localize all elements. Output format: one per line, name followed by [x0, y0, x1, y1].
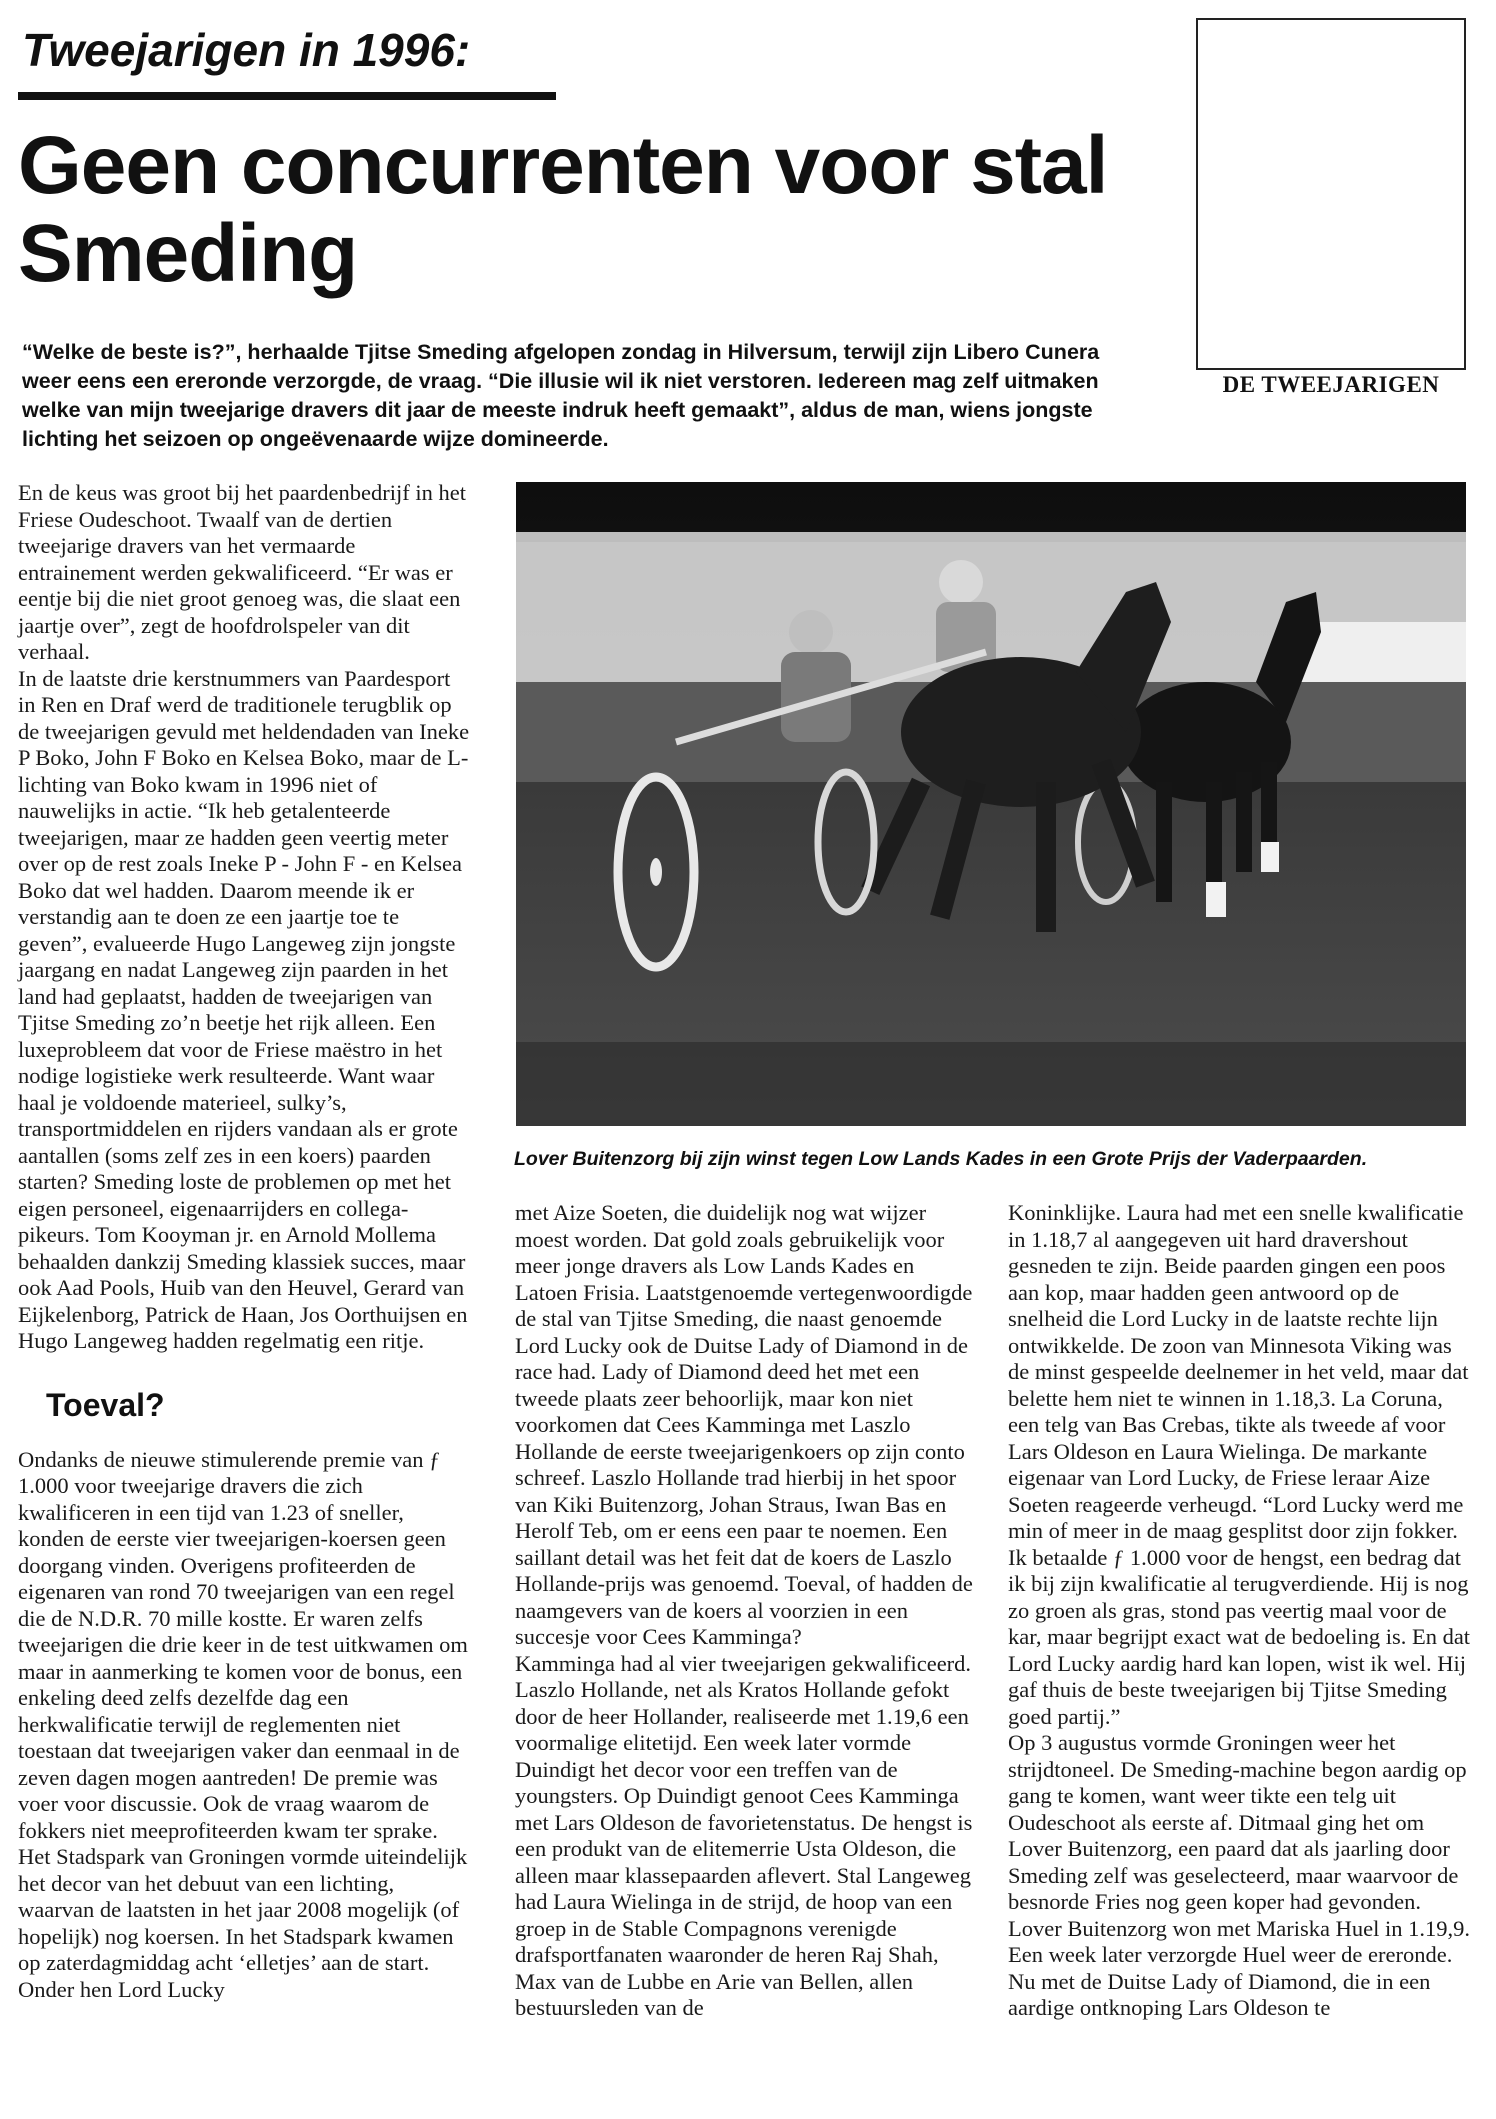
col1-paragraph-4: Het Stadspark van Groningen vormde uiteindelijk het decor van het debuut van een lichting, waarvan de laatsten in het jaar 2008 mogelijk (of hopelijk) nog koersen. In het Stadspark kwamen op zaterdagmiddag acht ‘elletjes’ aan de start. Onder hen Lord Lucky — [18, 1844, 468, 2002]
sidebar-label: DE TWEEJARIGEN — [1222, 372, 1440, 397]
col3-paragraph-3: Een week later verzorgde Huel weer de ereronde. Nu met de Duitse Lady of Diamond, die in een aardige ontknoping Lars Oldeson te — [1008, 1942, 1453, 2020]
col2-paragraph-2: Kamminga had al vier tweejarigen gekwalificeerd. Laszlo Hollande, net als Kratos Hollande gefokt door de heer Hollander, realiseerde met 1.19,6 een voormalige elitetijd. Een week later vormde Duindigt het decor voor een treffen van de youngsters. Op Duindigt genoot Cees Kamminga met Lars Oldeson de favorietenstatus. De hengst is een produkt van de elitemerrie Usta Oldeson, die alleen maar klassepaarden aflevert. Stal Langeweg had Laura Wielinga in de strijd, de hoop van een groep in de Stable Compagnons verenigde drafsportfanaten waaronder de heren Raj Shah, Max van de Lubbe en Arie van Bellen, allen bestuursleden van de — [515, 1650, 973, 2020]
lead-paragraph: “Welke de beste is?”, herhaalde Tjitse Smeding afgelopen zondag in Hilversum, terwijl zijn Libero Cunera weer eens een ereronde verzorgde, de vraag. “Die illusie wil ik niet verstoren. Iedereen mag zelf uitmaken welke van mijn tweejarige dravers dit jaar de meeste indruk heeft gemaakt”, aldus de man, wiens jongste lichting het seizoen op ongeëvenaarde wijze domineerde. — [22, 340, 1100, 451]
race-photo-illustration — [516, 482, 1466, 1126]
col3-paragraph-2: Op 3 augustus vormde Groningen weer het strijdtoneel. De Smeding-machine begon aardig op gang te komen, want weer tikte een telg uit Oudeschoot als eerste af. Ditmaal ging het om Lover Buitenzorg, een paard dat als jaarling door Smeding zelf was geselecteerd, maar waarvoor de besnorde Fries nog geen koper had gevonden. Lover Buitenzorg won met Mariska Huel in 1.19,9. — [1008, 1730, 1470, 1941]
photo-caption: Lover Buitenzorg bij zijn winst tegen Low Lands Kades in een Grote Prijs der Vaderpaarden. — [514, 1148, 1368, 1170]
column-2 — [515, 1200, 975, 2022]
column-3 — [1008, 1200, 1474, 2022]
subheading-toeval: Toeval? — [46, 1386, 165, 1423]
kicker-rule — [18, 92, 556, 100]
sidebar-box — [1196, 18, 1466, 370]
col2-paragraph-1: met Aize Soeten, die duidelijk nog wat wijzer moest worden. Dat gold zoals gebruikelijk voor meer jonge dravers als Low Lands Kades en Latoen Frisia. Laatstgenoemde vertegenwoordigde de stal van Tjitse Smeding, die naast genoemde Lord Lucky ook de Duitse Lady of Diamond in de race had. Lady of Diamond deed het met een tweede plaats zeer behoorlijk, maar kon niet voorkomen dat Cees Kamminga met Laszlo Hollande de eerste tweejarigenkoers op zijn conto schreef. Laszlo Hollande trad hierbij in het spoor van Kiki Buitenzorg, Johan Straus, Iwan Bas en Herolf Teb, om er eens een paar te noemen. Een saillant detail was het feit dat de koers de Laszlo Hollande-prijs was genoemd. Toeval, of hadden de naamgevers van de koers al voorzien in een succesje voor Cees Kamminga? — [515, 1200, 973, 1649]
column-1 — [18, 480, 472, 2003]
race-photo — [516, 482, 1466, 1126]
col1-paragraph-3: Ondanks de nieuwe stimulerende premie van ƒ 1.000 voor tweejarige dravers die zich kwalificeren in een tijd van 1.23 of sneller, konden de eerste vier tweejarigen-koersen geen doorgang vinden. Overigens profiteerden de eigenaren van rond 70 tweejarigen van een regel die de N.D.R. 70 mille kostte. Er waren zelfs tweejarigen die drie keer in de test uitkwamen om maar in aanmerking te komen voor de bonus, een enkeling deed zelfs dezelfde dag een herkwalificatie terwijl de reglementen niet toestaan dat tweejarigen vaker dan eenmaal in de zeven dagen mogen aantreden! De premie was voer voor discussie. Ook de vraag waarom de fokkers niet meeprofiteerden kwam ter sprake. — [18, 1446, 468, 1843]
col1-paragraph-2: In de laatste drie kerstnummers van Paardesport in Ren en Draf werd de traditionele terugblik op de tweejarigen gevuld met heldendaden van Ineke P Boko, John F Boko en Kelsea Boko, maar de L-lichting van Boko kwam in 1996 niet of nauwelijks in actie. “Ik heb getalenteerde tweejarigen, maar ze hadden geen veertig meter over op de rest zoals Ineke P - John F - en Kelsea Boko dat wel hadden. Daarom meende ik er verstandig aan te doen ze een jaartje toe te geven”, evalueerde Hugo Langeweg zijn jongste jaargang en nadat Langeweg zijn paarden in het land had geplaatst, hadden de tweejarigen van Tjitse Smeding zo’n beetje het rijk alleen. Een luxeprobleem dat voor de Friese maëstro in het nodige logistieke werk resulteerde. Want waar haal je voldoende materieel, sulky’s, transportmiddelen en rijders vandaan als er grote aantallen (soms zelf zes in een koers) paarden starten? Smeding loste de problemen op met het eigen personeel, eigenaarrijders en collega-pikeurs. Tom Kooyman jr. en Arnold Mollema behaalden dankzij Smeding klassiek succes, maar ook Aad Pools, Huib van den Heuvel, Gerard van Eijkelenborg, Patrick de Haan, Jos Oorthuijsen en Hugo Langeweg hadden regelmatig een ritje. — [18, 665, 470, 1353]
kicker-title: Tweejarigen in 1996: — [22, 24, 471, 76]
col3-paragraph-1: Koninklijke. Laura had met een snelle kwalificatie in 1.18,7 al aangegeven uit hard dravershout gesneden te zijn. Beide paarden gingen een poos aan kop, maar hadden geen antwoord op de snelheid die Lord Lucky in de laatste rechte lijn ontwikkelde. De zoon van Minnesota Viking was de minst gespeelde deelnemer in het veld, maar dat belette hem niet te winnen in 1.18,3. La Coruna, een telg van Bas Crebas, tikte als tweede af voor Lars Oldeson en Laura Wielinga. De markante eigenaar van Lord Lucky, de Friese leraar Aize Soeten reageerde verheugd. “Lord Lucky werd me min of meer in de maag gesplitst door zijn fokker. Ik betaalde ƒ 1.000 voor de hengst, een bedrag dat ik bij zijn kwalificatie al terugverdiende. Hij is nog zo groen als gras, stond pas veertig maal voor de kar, maar begrijpt exact wat de bedoeling is. En dat Lord Lucky aardig hard kan lopen, wist ik wel. Hij gaf thuis de beste tweejarigen bij Tjitse Smeding goed partij.” — [1008, 1200, 1471, 1729]
col1-paragraph-1: En de keus was groot bij het paardenbedrijf in het Friese Oudeschoot. Twaalf van de dertien tweejarige dravers van het vermaarde entrainement werden gekwalificeerd. “Er was er eentje bij die niet groot genoeg was, die slaat een jaartje over”, zegt de hoofdrolspeler van dit verhaal. — [18, 480, 466, 664]
headline: Geen concurrenten voor stal Smeding — [18, 120, 1108, 299]
